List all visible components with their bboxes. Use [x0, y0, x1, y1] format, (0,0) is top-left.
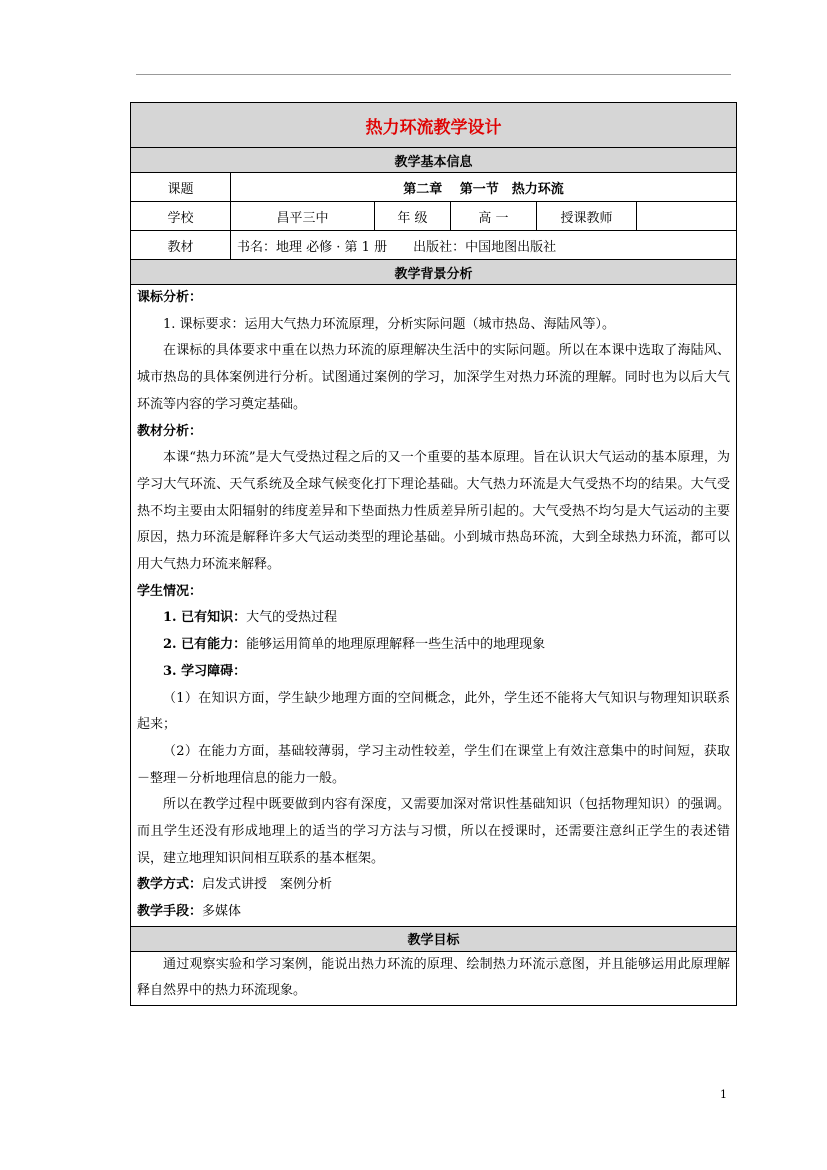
objectives-heading-row: [131, 926, 737, 951]
existing-ability: [137, 632, 730, 659]
existing-ability-label: 2. 已有能力：: [163, 637, 247, 653]
basic-info-heading: 教学基本信息: [131, 148, 737, 173]
existing-knowledge-value: 大气的受热过程: [246, 610, 338, 626]
curriculum-analysis-text: 在课标的具体要求中重在以热力环流的原理解决生活中的实际问题。所以在本课中选取了海陆风、城市热岛的具体案例进行分析。试图通过案例的学习，加深学生对热力环流的理解。同时也为以后大气环流等内容的学习奠定基础。: [137, 343, 731, 412]
grade-label: 年 级: [375, 202, 451, 231]
textbook-analysis-label: 教材分析：: [137, 423, 203, 439]
teaching-means: [137, 899, 730, 926]
topic-label: 课题: [131, 173, 231, 202]
textbook-label: 教材: [131, 231, 231, 260]
student-situation-label: 学生情况：: [137, 583, 203, 599]
objectives-heading: 教学目标: [131, 926, 737, 951]
curriculum-analysis-label: 课标分析：: [137, 290, 203, 305]
topic-row: [131, 173, 737, 202]
objectives-content-row: [131, 951, 737, 1005]
teaching-method-label: 教学方式：: [137, 877, 203, 893]
background-content-row: [131, 285, 737, 927]
page-number: 1: [720, 1088, 727, 1101]
teaching-method-value: 启发式讲授 案例分析: [202, 877, 333, 893]
learning-barrier-label: 3. 学习障碍：: [163, 663, 247, 679]
document-title: 热力环流教学设计: [131, 103, 737, 148]
objectives-content: [131, 951, 737, 1005]
teaching-means-label: 教学手段：: [137, 904, 203, 920]
objectives-text: 通过观察实验和学习案例，能说出热力环流的原理、绘制热力环流示意图，并且能够运用此原理解释自然界中的热力环流现象。: [137, 956, 731, 999]
curriculum-requirement: 1. 课标要求：运用大气热力环流原理，分析实际问题（城市热岛、海陆风等）。: [163, 316, 616, 332]
title-row: [131, 103, 737, 148]
header-rule: [136, 74, 731, 75]
existing-knowledge-label: 1. 已有知识：: [163, 610, 247, 626]
school-label: 学校: [131, 202, 231, 231]
teaching-method: [137, 872, 730, 899]
existing-ability-value: 能够运用简单的地理原理解释一些生活中的地理现象: [246, 637, 546, 653]
textbook-row: [131, 231, 737, 260]
existing-knowledge: [137, 605, 730, 632]
background-heading: 教学背景分析: [131, 260, 737, 285]
teacher-label: 授课教师: [537, 202, 637, 231]
teaching-means-value: 多媒体: [202, 904, 242, 920]
school-row: [131, 202, 737, 231]
lesson-plan-table: [130, 102, 737, 1006]
teaching-summary: 所以在教学过程中既要做到内容有深度，又需要加深对常识性基础知识（包括物理知识）的强调。而且学生还没有形成地理上的适当的学习方法与习惯，所以在授课时，还需要注意纠正学生的表述错误，建立地理知识间相互联系的基本框架。: [137, 797, 731, 866]
learning-barrier-2: （2）在能力方面，基础较薄弱，学习主动性较差，学生们在课堂上有效注意集中的时间短，获取－整理－分析地理信息的能力一般。: [137, 743, 731, 786]
teacher-value: [637, 202, 737, 231]
background-heading-row: [131, 260, 737, 285]
background-content: [131, 285, 737, 927]
textbook-analysis-text: 本课“热力环流”是大气受热过程之后的又一个重要的基本原理。旨在认识大气运动的基本原理，为学习大气环流、天气系统及全球气候变化打下理论基础。大气热力环流是大气受热不均的结果。大气受热不均主要由太阳辐射的纬度差异和下垫面热力性质差异所引起的。大气受热不均匀是大气运动的主要原因，热力环流是解释许多大气运动类型的理论基础。小到城市热岛环流，大到全球热力环流，都可以用大气热力环流来解释。: [137, 450, 731, 573]
grade-value: 高 一: [451, 202, 537, 231]
topic-value: 第二章 第一节 热力环流: [231, 173, 737, 202]
basic-info-heading-row: [131, 148, 737, 173]
learning-barrier-1: （1）在知识方面，学生缺少地理方面的空间概念，此外，学生还不能将大气知识与物理知识联系起来；: [137, 690, 731, 733]
school-value: 昌平三中: [231, 202, 375, 231]
textbook-value: 书名：地理 必修 · 第 1 册 出版社：中国地图出版社: [231, 231, 737, 260]
